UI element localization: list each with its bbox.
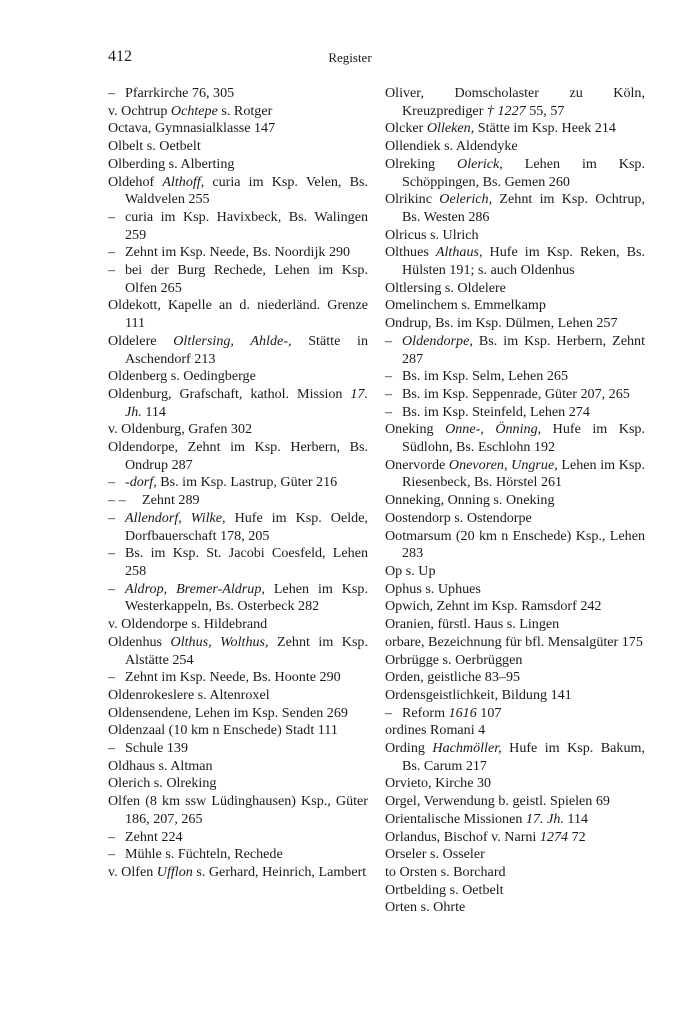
entry-text: bei der Burg Rechede, Lehen im Ksp. Olfen 265 [125,262,368,296]
entry-text: Bs. im Ksp. Herbern, Zehnt 287 [402,332,645,367]
index-entry [108,740,368,758]
index-entry [108,120,368,138]
entry-text: to Orsten s. Borchard [385,863,506,880]
index-entry [385,227,645,245]
entry-text: Bs. im Ksp. Steinfeld, Lehen 274 [402,403,590,420]
entry-text: Octava, Gymnasialklasse 147 [108,120,276,137]
entry-dash: – [108,509,116,526]
entry-text: Orvieto, Kirche 30 [385,775,492,792]
index-entry [385,598,645,616]
entry-text: Oldendorpe, Zehnt im Ksp. Herbern, Bs. Ondrup 287 [108,439,368,473]
entry-text: Ortbelding s. Oetbelt [385,881,504,898]
entry-text: Op s. Up [385,562,436,579]
index-entry [108,616,368,634]
index-entry [108,775,368,793]
entry-variant-text: Aldrop, Bremer-Aldrup, [125,580,265,597]
entry-dash: – [385,332,393,349]
entry-text: 114 [563,810,589,827]
running-head: Register [328,50,372,65]
entry-text: curia im Ksp. Havixbeck, Bs. Walingen 259 [125,208,368,243]
index-entry [385,421,645,456]
index-entry [385,669,645,687]
entry-variant-text: Ufflon [156,863,193,880]
entry-text: orbare, Bezeichnung für bfl. Mensalgüter 175 [385,633,643,650]
index-entry [385,368,645,386]
entry-variant-text: Oelerich, [439,191,493,208]
index-column-left [108,85,368,882]
entry-dash: – [108,208,116,225]
entry-text: Reform [402,704,449,721]
index-entry [385,899,645,917]
entry-variant-text: Olthus, Wolthus, [170,633,269,650]
index-entry [385,793,645,811]
entry-dash: – [108,474,116,491]
entry-dash: – [385,403,393,420]
entry-text: Zehnt im Ksp. Alstätte 254 [125,633,368,668]
index-entry [385,85,645,120]
entry-variant-text: Onevoren, Ungrue, [448,456,558,473]
entry-text: Olthues [385,244,436,261]
entry-dash: – [385,704,393,721]
index-entry [108,793,368,828]
index-entry [385,563,645,581]
entry-dash: – [108,545,116,562]
entry-text: Zehnt im Ksp. Ochtrup, Bs. Westen 286 [402,191,645,225]
index-entry [108,758,368,776]
entry-text: Oldenberg s. Oedingberge [108,368,256,385]
index-entry [385,244,645,279]
entry-text: ordines Romani 4 [385,722,486,739]
entry-text: Bs. im Ksp. St. Jacobi Coesfeld, Lehen 258 [125,545,368,579]
entry-text: Oldenzaal (10 km n Enschede) Stadt 111 [108,722,338,739]
entry-variant-text: Oltlersing, Ahlde-, [173,332,292,349]
index-entry [385,846,645,864]
index-entry [385,404,645,422]
entry-text: 72 [568,828,586,845]
entry-dash: – – [108,492,126,509]
entry-text: Hufe im Ksp. Oelde, Dorfbauerschaft 178, 205 [125,509,368,544]
entry-dash: – [108,580,116,597]
index-column-right [385,85,645,917]
entry-variant-text: Hachmöller, [432,740,502,757]
index-entry [385,280,645,298]
entry-text: Olfen (8 km ssw Lüdinghausen) Ksp., Güter 186, 207, 265 [108,793,368,827]
entry-text: Onneking, Onning s. Oneking [385,492,555,509]
entry-text: Stätte in Aschendorf 213 [125,332,369,367]
entry-text: curia im Ksp. Velen, Bs. Waldvelen 255 [125,173,368,208]
entry-dash: – [385,385,393,402]
entry-text: Oneking [385,421,446,438]
index-entry [385,120,645,138]
entry-variant-text: 17. Jh. [525,810,564,827]
entry-text: Ondrup, Bs. im Ksp. Dülmen, Lehen 257 [385,315,618,332]
entry-text: Ordensgeistlichkeit, Bildung 141 [385,686,572,703]
entry-text: Oldehof [108,173,163,190]
index-entry [108,174,368,209]
index-entry [385,829,645,847]
index-entry [385,315,645,333]
index-entry [108,846,368,864]
entry-text: Oldelere [108,332,174,349]
index-entry [108,722,368,740]
entry-text: Oldenburg, Grafschaft, kathol. Mission [108,385,351,402]
entry-text: Zehnt 289 [142,492,200,509]
entry-text: 107 [476,704,502,721]
index-entry [108,138,368,156]
entry-variant-text: Althaus, [435,244,483,261]
entry-text: Bs. im Ksp. Seppenrade, Güter 207, 265 [402,385,630,402]
entry-text: Oldenrokeslere s. Altenroxel [108,686,270,703]
entry-text: Pfarrkirche 76, 305 [125,85,235,101]
entry-text: Orseler s. Osseler [385,846,485,863]
page-number: 412 [108,48,132,65]
index-entry [108,705,368,723]
index-entry [385,634,645,652]
entry-variant-text: Onne-, Önning, [445,421,542,438]
entry-dash: – [108,262,116,279]
index-entry [385,882,645,900]
index-entry [108,386,368,421]
index-entry [385,722,645,740]
index-entry [385,740,645,775]
entry-text: Olbelt s. Oetbelt [108,138,201,155]
index-entry [385,191,645,226]
index-entry [108,687,368,705]
index-entry [108,103,368,121]
entry-text: Orlandus, Bischof v. Narni [385,828,540,845]
entry-text: Bs. im Ksp. Selm, Lehen 265 [402,368,568,385]
entry-text: 114 [141,403,166,420]
entry-dash: – [108,85,116,101]
entry-dash: – [385,368,393,385]
entry-text: Lehen im Ksp. Schöppingen, Bs. Gemen 260 [402,155,645,190]
entry-variant-text: 1274 [539,828,569,845]
entry-variant-text: Althoff, [162,173,205,190]
entry-dash: – [108,244,116,261]
index-entry [385,616,645,634]
entry-text: v. Olfen [108,863,157,880]
entry-variant-text: Olleken, [426,120,475,137]
index-entry [385,297,645,315]
entry-dash: – [108,846,116,863]
index-entry [385,457,645,492]
index-entry [385,492,645,510]
index-entry [108,244,368,262]
entry-text: Mühle s. Füchteln, Rechede [125,846,283,863]
entry-text: Zehnt im Ksp. Neede, Bs. Hoonte 290 [125,669,341,686]
index-entry [108,368,368,386]
index-entry [385,581,645,599]
index-entry [385,687,645,705]
entry-text: Ollendiek s. Aldendyke [385,138,518,155]
entry-text: v. Oldenburg, Grafen 302 [108,421,253,438]
entry-text: s. Rotger [217,102,273,119]
entry-text: Olcker [385,120,427,137]
index-entry [385,156,645,191]
entry-text: Ootmarsum (20 km n Enschede) Ksp., Lehen 283 [385,527,645,562]
index-entry [385,138,645,156]
index-entry [385,333,645,368]
entry-text: Lehen im Ksp. Westerkappeln, Bs. Osterbeck 282 [125,580,368,615]
index-entry [108,829,368,847]
entry-text: Omelinchem s. Emmelkamp [385,297,546,314]
index-entry [108,864,368,882]
entry-text: v. Ochtrup [108,102,171,119]
entry-text: Stätte im Ksp. Heek 214 [474,120,616,137]
index-entry [108,545,368,580]
entry-text: Oldhaus s. Altman [108,757,213,774]
entry-text: Bs. im Ksp. Lastrup, Güter 216 [156,474,338,491]
index-entry [385,864,645,882]
entry-text: Oostendorp s. Ostendorpe [385,509,532,526]
entry-variant-text: -dorf, [125,474,157,491]
entry-text: Oranien, fürstl. Haus s. Lingen [385,616,560,633]
entry-variant-text: Ochtepe [170,102,218,119]
index-entry [108,510,368,545]
entry-variant-text: 1616 [448,704,477,721]
index-entry [108,474,368,492]
entry-text: Ophus s. Uphues [385,580,481,597]
index-entry [108,209,368,244]
entry-text: Hufe im Ksp. Bakum, Bs. Carum 217 [402,740,646,774]
entry-text: Oldenhus [108,633,171,650]
entry-text: Ording [385,740,433,757]
entry-variant-text: † 1227 [486,102,526,119]
index-entry [385,775,645,793]
index-entry [385,652,645,670]
index-entry [108,634,368,669]
entry-variant-text: Allendorf, Wilke, [125,509,226,526]
entry-text: 55, 57 [525,102,565,119]
entry-text: Lehen im Ksp. Riesenbeck, Bs. Hörstel 261 [402,456,645,491]
entry-text: Oldensendene, Lehen im Ksp. Senden 269 [108,704,348,721]
entry-text: Schule 139 [125,740,189,757]
index-entry [108,439,368,474]
index-entry [108,156,368,174]
entry-text: v. Oldendorpe s. Hildebrand [108,616,268,633]
index-entry [385,528,645,563]
entry-text: Oldekott, Kapelle an d. niederländ. Grenze 111 [108,297,368,332]
index-entry [385,811,645,829]
entry-text: Onervorde [385,456,449,473]
entry-dash: – [108,669,116,686]
index-entry [385,510,645,528]
entry-text: Olreking [385,155,458,172]
entry-text: Orten s. Ohrte [385,899,466,916]
entry-text: Orden, geistliche 83–95 [385,669,521,686]
entry-text: Orbrügge s. Oerbrüggen [385,651,523,668]
entry-variant-text: 17. Jh. [125,385,368,420]
index-entry [108,297,368,332]
entry-text: s. Gerhard, Heinrich, Lambert [192,863,367,880]
entry-variant-text: Olerick, [457,155,503,172]
entry-text: Hufe im Ksp. Südlohn, Bs. Eschlohn 192 [402,421,645,456]
entry-text: Oliver, Domscholaster zu Köln, Kreuzprediger [385,85,645,119]
entry-text: Zehnt 224 [125,828,183,845]
index-entry [108,669,368,687]
index-entry [108,581,368,616]
entry-text: Orgel, Verwendung b. geistl. Spielen 69 [385,793,610,810]
entry-text: Olberding s. Alberting [108,155,235,172]
index-entry [108,421,368,439]
index-entry [108,333,368,368]
entry-dash: – [108,828,116,845]
index-entry [108,85,368,103]
entry-text: Oltlersing s. Oldelere [385,279,506,296]
index-entry [108,492,368,510]
entry-variant-text: Oldendorpe, [402,332,473,349]
entry-text: Olerich s. Olreking [108,775,217,792]
entry-dash: – [108,740,116,757]
entry-text: Opwich, Zehnt im Ksp. Ramsdorf 242 [385,598,602,615]
entry-text: Zehnt im Ksp. Neede, Bs. Noordijk 290 [125,244,351,261]
index-entry [108,262,368,297]
entry-text: Olricus s. Ulrich [385,226,479,243]
index-entry [385,705,645,723]
entry-text: Orientalische Missionen [385,810,526,827]
entry-text: Hufe im Ksp. Reken, Bs. Hülsten 191; s. auch Oldenhus [402,244,645,279]
entry-text: Olrikinc [385,191,440,208]
index-entry [385,386,645,404]
